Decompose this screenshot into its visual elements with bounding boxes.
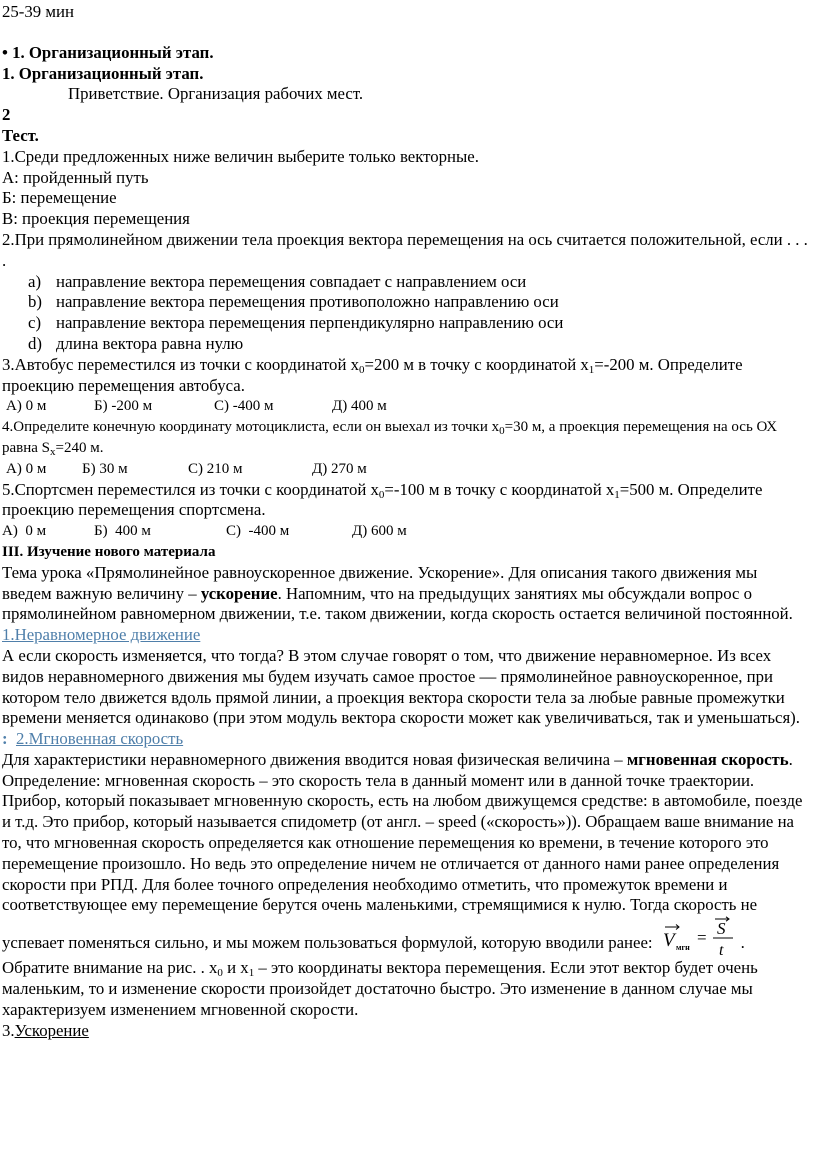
formula-v-sub: мгн — [675, 943, 690, 953]
stage3-heading: III. Изучение нового материала — [2, 543, 216, 560]
definition-text: Определение: мгновенная скорость – это скорость тела в данный момент или в данной точке траектории. — [2, 770, 755, 790]
q5-option: Д) 600 м — [352, 523, 407, 540]
q4-option: А) 0 м — [6, 460, 47, 477]
formula-numerator: S — [716, 919, 726, 939]
q5-option: С) -400 м — [226, 523, 290, 540]
section1-text: А если скорость изменяется, что тогда? В этом случае говорят о том, что движение неравномерное. Из всех видов неравномерного движения мы будем изучать самое простое — прямолинейное равноускоренное, при котором тело движется вдоль прямой линии, а проекция вектора скорости тела за любые равные промежутки времени меняется одинаково (при этом модуль вектора скорости может как увеличиваться, так и уменьшаться). — [2, 645, 800, 728]
q5-options — [2, 521, 810, 542]
q2-option: b) направление вектора перемещения противоположно направлению оси — [28, 292, 559, 312]
q4-text: 4.Определите конечную координату мотоциклиста, если он выехал из точки $х_0=30$ м, а проекция перемещения на ось ОХ равна $S_х=240$ м. — [2, 419, 778, 458]
section2-link[interactable]: : 2.Мгновенная скорость — [2, 729, 184, 749]
q2-options — [2, 272, 810, 355]
q1-option: Б: перемещение — [2, 188, 117, 208]
stage1-bullet-heading: • 1. Организационный этап. — [2, 42, 214, 62]
q4-option: Д) 270 м — [312, 460, 367, 477]
formula-v: V — [662, 930, 675, 952]
section3-heading: 3.Ускорение — [2, 1020, 89, 1040]
stage3-intro: Тема урока «Прямолинейное равноускоренное движение. Ускорение». Для описания такого движения мы введем важную величину – ускорение. Напомним, что на предыдущих занятиях мы обсуждали вопрос о прямолинейном равномерном движении, т.е. таком движении, когда скорость остается величиной постоянной. — [2, 562, 793, 624]
q3-option: С) -400 м — [214, 398, 274, 415]
q1-option: В: проекция перемещения — [2, 209, 190, 229]
q1-option: А: пройденный путь — [2, 167, 149, 187]
q3-option: Д) 400 м — [332, 398, 387, 415]
formula-graphic — [659, 916, 737, 958]
q3-text: 3.Автобус переместился из точки с координатой $х_0=200$ м в точку с координатой $х_1=-200$ м. Определите проекцию перемещения автобуса. — [2, 354, 743, 395]
q4-options — [2, 459, 810, 480]
spacer — [2, 23, 810, 43]
time-label: 25-39 мин — [2, 2, 74, 21]
q2-option: c) направление вектора перемещения перпендикулярно направлению оси — [28, 313, 564, 333]
q5-text: 5.Спортсмен переместился из точки с координатой $х_0=-100$ м в точку с координатой $х_1=500$ м. Определите проекцию перемещения спортсмена. — [2, 479, 763, 520]
stage2-title: Тест. — [2, 125, 39, 145]
formula-denominator: t — [718, 942, 724, 959]
q4-option: С) 210 м — [188, 460, 243, 477]
q2-text: 2.При прямолинейном движении тела проекция вектора перемещения на ось считается положительной, если . . . . — [2, 229, 808, 270]
coordinates-note: Обратите внимание на рис. . $x_0$ и $x_1$ – это координаты вектора перемещения. Если этот вектор будет очень маленьким, то и изменение скорости произойдет достаточно быстро. Это изменение в данном случае мы характеризуем изменением мгновенной скорости. — [2, 958, 758, 1019]
q5-option: Б) 400 м — [94, 523, 151, 540]
speedometer-paragraph: Прибор, который показывает мгновенную скорость, есть на любом движущемся средстве: в автомобиле, поезде и т.д. Это прибор, который называется спидометр (от англ. – speed («скорость»)). Обращаем ваше внимание на то, что мгновенная скорость определяется как отношение перемещения ко времени, в течение которого это перемещение произошло. Но ведь это определение ничем не отличается от данного нами ранее определения скорости при РПД. Для более точного определения необходимо отметить, что промежуток времени и соответствующее ему перемещение берутся очень маленькими, стремящимися к нулю. Тогда скорость не успевает поменяться сильно, и мы можем пользоваться формулой, которую вводили ранее: V мгн = S t . — [2, 791, 803, 959]
q3-option: Б) -200 м — [94, 398, 153, 415]
q3-options — [2, 396, 810, 417]
stage1-text: Приветствие. Организация рабочих мест. — [68, 84, 364, 104]
q5-option: А) 0 м — [2, 523, 47, 540]
section2-definition: Для характеристики неравномерного движения вводится новая физическая величина – мгновенная скорость. — [2, 749, 793, 769]
q1-text: 1.Среди предложенных ниже величин выберите только векторные. — [2, 146, 479, 166]
q4-option: Б) 30 м — [82, 460, 128, 477]
q3-option: А) 0 м — [6, 398, 47, 415]
q2-option: d) длина вектора равна нулю — [28, 333, 244, 353]
stage1-heading: 1. Организационный этап. — [2, 63, 204, 83]
velocity-formula — [659, 916, 737, 958]
section1-link[interactable]: 1.Неравномерное движение — [2, 625, 201, 645]
stage2-number: 2 — [2, 105, 11, 125]
formula-equals: = — [696, 928, 707, 948]
bullet-icon: • — [2, 42, 8, 62]
q2-option: a) направление вектора перемещения совпадает с направлением оси — [28, 271, 527, 291]
